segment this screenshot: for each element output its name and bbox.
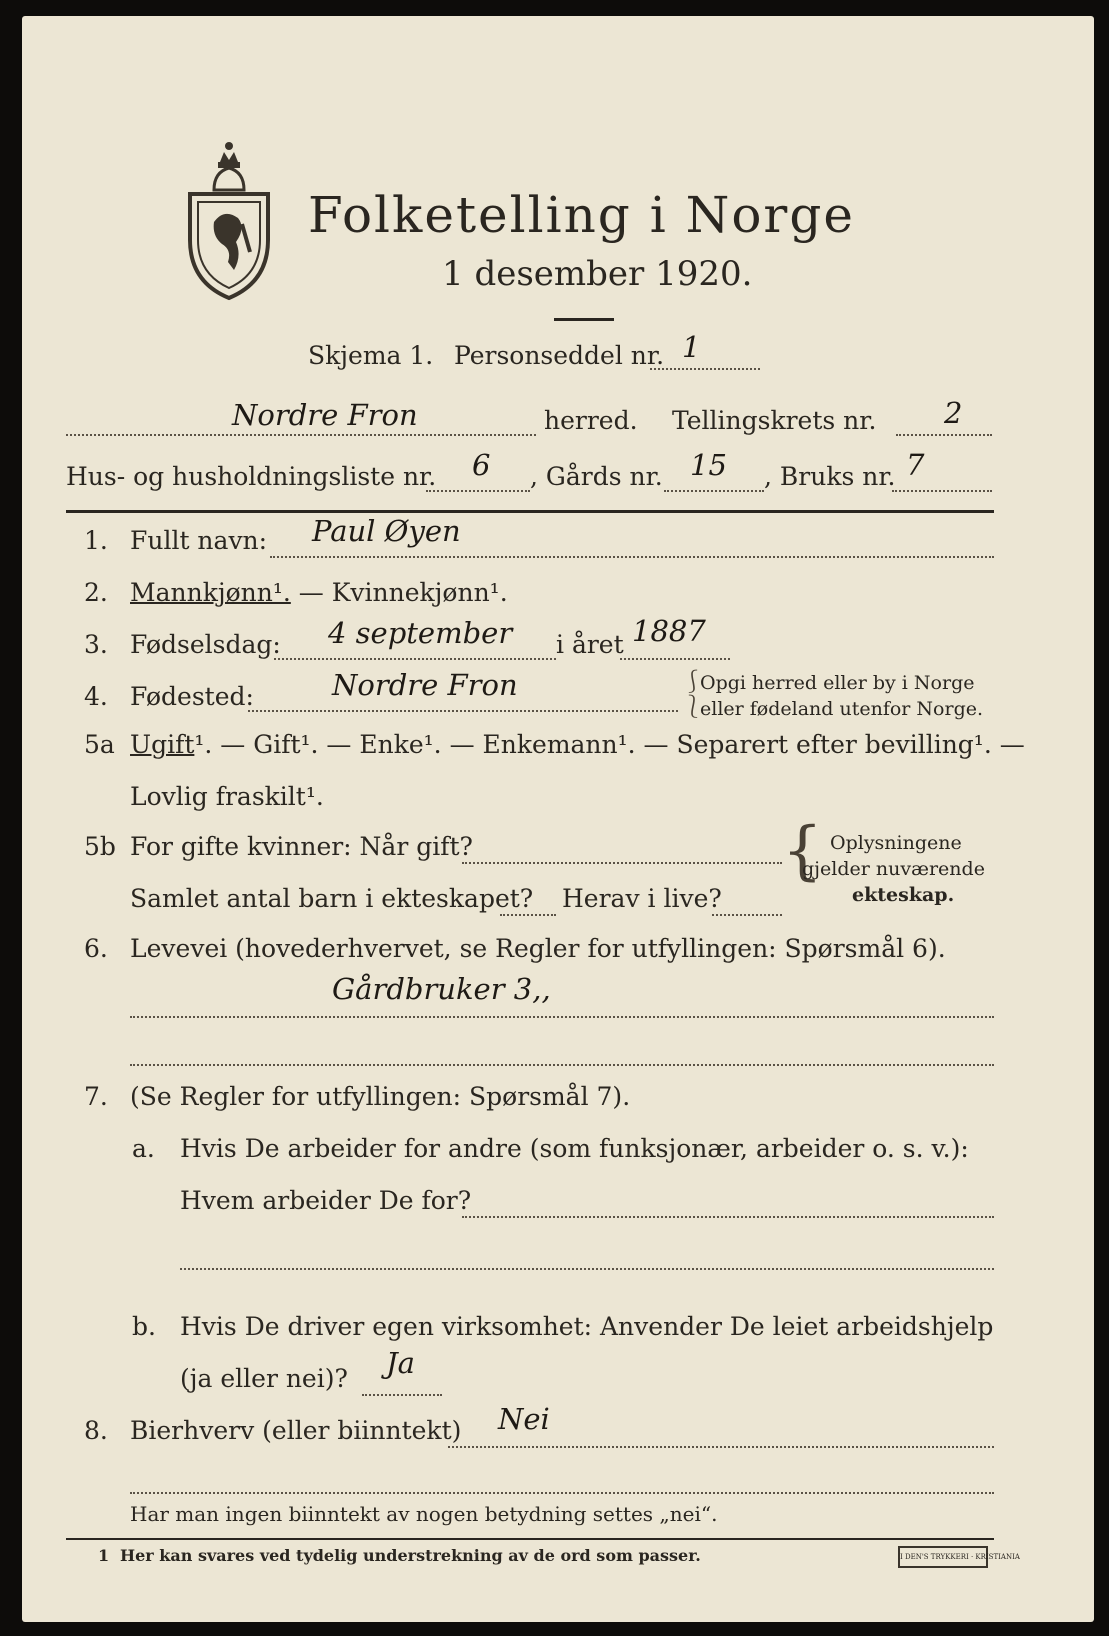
- personseddel-value[interactable]: 1: [682, 330, 701, 364]
- q5b-note-brace: {: [782, 814, 823, 888]
- printer-stamp: I DEN'S TRYKKERI · KRISTIANIA: [898, 1546, 988, 1568]
- occupation-value[interactable]: Gårdbruker 3,,: [332, 972, 551, 1006]
- footnote-number: 1: [98, 1546, 110, 1565]
- q1-label: Fullt navn:: [130, 526, 268, 555]
- full-name-value[interactable]: Paul Øyen: [312, 514, 461, 548]
- footer-rule: [66, 1538, 994, 1540]
- q4-number: 4.: [84, 682, 108, 711]
- q7a-label: Hvis De arbeider for andre (som funksjonær, arbeider o. s. v.):: [180, 1134, 969, 1163]
- herred-label: herred.: [544, 406, 638, 435]
- side-income-line-2: [130, 1492, 994, 1494]
- q2-separator: —: [290, 578, 332, 607]
- bruks-value[interactable]: 7: [906, 448, 925, 482]
- q5b-note-line3: ekteskap.: [852, 884, 955, 906]
- q3-number: 3.: [84, 630, 108, 659]
- birth-year-line: [620, 658, 730, 660]
- unmarried-option[interactable]: Ugift: [130, 730, 195, 759]
- q7a-employer-label: Hvem arbeider De for?: [180, 1186, 472, 1215]
- children-line: [500, 914, 556, 916]
- employer-line-1: [462, 1216, 994, 1218]
- side-income-value[interactable]: Nei: [498, 1402, 550, 1436]
- gards-label: , Gårds nr.: [530, 462, 663, 491]
- q5a-number: 5a: [84, 730, 115, 759]
- birthday-line: [274, 658, 556, 660]
- header-rule: [66, 510, 994, 513]
- full-name-line: [270, 556, 994, 558]
- hired-help-line: [362, 1394, 442, 1396]
- q5a-divorced-option: Lovlig fraskilt¹.: [130, 782, 324, 811]
- hus-value[interactable]: 6: [472, 448, 491, 482]
- q8-number: 8.: [84, 1416, 108, 1445]
- tellingskrets-label: Tellingskrets nr.: [672, 406, 877, 435]
- q3-label: Fødselsdag:: [130, 630, 281, 659]
- gards-line: [664, 490, 764, 492]
- q7-number: 7.: [84, 1082, 108, 1111]
- birthday-value[interactable]: 4 september: [328, 616, 513, 650]
- q5a-options: [130, 730, 1025, 759]
- hus-label: Hus- og husholdningsliste nr.: [66, 462, 437, 491]
- birth-year-label: i året: [556, 630, 624, 659]
- birthplace-value[interactable]: Nordre Fron: [332, 668, 518, 702]
- bruks-label: , Bruks nr.: [764, 462, 896, 491]
- q5b-number: 5b: [84, 832, 116, 861]
- hired-help-value[interactable]: Ja: [386, 1346, 415, 1380]
- q6-number: 6.: [84, 934, 108, 963]
- q5b-note-line1: Oplysningene: [830, 832, 962, 854]
- q4-label: Fødested:: [130, 682, 254, 711]
- gards-value[interactable]: 15: [690, 448, 727, 482]
- q7b-letter: b.: [132, 1312, 156, 1341]
- alive-line: [712, 914, 782, 916]
- herred-value[interactable]: Nordre Fron: [232, 398, 418, 432]
- q8-label: Bierhverv (eller biinntekt): [130, 1416, 462, 1445]
- tellingskrets-line: [896, 434, 992, 436]
- form-title: Folketelling i Norge: [308, 186, 855, 244]
- personseddel-label: Personseddel nr.: [454, 341, 665, 370]
- occupation-line-1: [130, 1016, 994, 1018]
- occupation-line-2: [130, 1064, 994, 1066]
- herred-line: [66, 434, 536, 436]
- hus-line: [426, 490, 530, 492]
- q7-label: (Se Regler for utfyllingen: Spørsmål 7).: [130, 1082, 631, 1111]
- q7b-yesno-label: (ja eller nei)?: [180, 1364, 348, 1393]
- q5b-alive-label: Herav i live?: [562, 884, 722, 913]
- footnote-text: Her kan svares ved tydelig understrekning av de ord som passer.: [120, 1546, 701, 1565]
- bruks-line: [892, 490, 992, 492]
- title-divider: [554, 318, 614, 321]
- q7a-letter: a.: [132, 1134, 155, 1163]
- side-income-line: [448, 1446, 994, 1448]
- personseddel-line: [650, 368, 760, 370]
- footer-note: Har man ingen biinntekt av nogen betydning settes „nei“.: [130, 1502, 718, 1526]
- q2-number: 2.: [84, 578, 108, 607]
- q5a-other-options: ¹. — Gift¹. — Enke¹. — Enkemann¹. — Separert efter bevilling¹. —: [194, 730, 1025, 759]
- married-when-line: [462, 862, 782, 864]
- male-option[interactable]: Mannkjønn¹.: [130, 578, 291, 607]
- census-date: 1 desember 1920.: [442, 254, 753, 294]
- birthplace-line: [248, 710, 678, 712]
- q7b-label: Hvis De driver egen virksomhet: Anvender De leiet arbeidshjelp: [180, 1312, 994, 1341]
- q1-number: 1.: [84, 526, 108, 555]
- q4-note-line1: Opgi herred eller by i Norge: [700, 672, 975, 694]
- q4-note-line2: eller fødeland utenfor Norge.: [700, 698, 984, 720]
- coat-of-arms-emblem: [184, 132, 274, 300]
- female-option[interactable]: Kvinnekjønn¹.: [331, 578, 508, 607]
- q2-options: [130, 578, 508, 607]
- schema-label: Skjema 1.: [308, 341, 434, 370]
- q5b-children-label: Samlet antal barn i ekteskapet?: [130, 884, 534, 913]
- q5b-married-when-label: For gifte kvinner: Når gift?: [130, 832, 473, 861]
- census-form-page: [22, 16, 1094, 1622]
- birth-year-value[interactable]: 1887: [632, 614, 706, 648]
- q5b-note-line2: gjelder nuværende: [802, 858, 985, 880]
- q4-note-brace: ⎰ ⎱: [682, 670, 705, 720]
- q6-label: Levevei (hovederhvervet, se Regler for utfyllingen: Spørsmål 6).: [130, 934, 946, 963]
- tellingskrets-value[interactable]: 2: [944, 396, 963, 430]
- employer-line-2: [180, 1268, 994, 1270]
